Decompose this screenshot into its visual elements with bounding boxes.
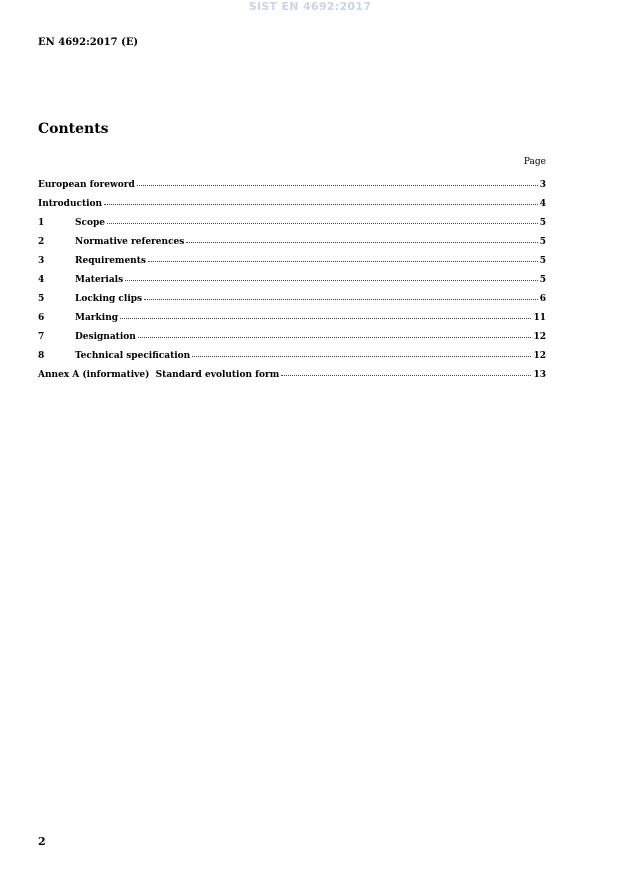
toc-leader-dots [186,241,537,243]
toc-page-number: 5 [539,218,546,228]
toc-title: Normative references [75,237,185,247]
toc-leader-dots [148,260,538,262]
toc-entry-locking-clips[interactable] [38,294,546,313]
toc-entry-introduction[interactable] [38,199,546,218]
document-id: EN 4692:2017 (E) [38,37,139,48]
toc-section-number: 7 [38,332,45,342]
toc-title: Marking [75,313,119,323]
watermark: SIST EN 4692:2017 [248,0,372,13]
toc-entry-marking[interactable] [38,313,546,332]
page-column-label: Page [523,157,546,167]
toc-entry-requirements[interactable] [38,256,546,275]
toc-leader-dots [120,317,531,319]
toc-title: Locking clips [75,294,143,304]
toc-page-number: 12 [533,351,546,361]
toc-leader-dots [125,279,538,281]
toc-leader-dots [137,184,538,186]
toc-title: Materials [75,275,124,285]
toc-section-number: 6 [38,313,45,323]
toc-leader-dots [144,298,538,300]
toc-page-number: 6 [539,294,546,304]
toc-entry-technical-specification[interactable] [38,351,546,370]
page-number: 2 [38,835,46,848]
toc-title: Designation [75,332,136,342]
toc-page-number: 13 [533,370,546,380]
toc-section-number: 2 [38,237,45,247]
toc-leader-dots [104,203,538,205]
toc-page-number: 4 [539,199,546,209]
toc-title: Annex A (informative) Standard evolution form [38,370,280,380]
toc-entry-european-foreword[interactable] [38,180,546,199]
toc-entry-scope[interactable] [38,218,546,237]
contents-heading: Contents [38,121,109,137]
toc-title: Technical specification [75,351,191,361]
toc-section-number: 5 [38,294,45,304]
toc-leader-dots [107,222,538,224]
table-of-contents [38,180,546,389]
toc-page-number: 3 [539,180,546,190]
toc-section-number: 8 [38,351,45,361]
toc-leader-dots [281,374,531,376]
toc-page-number: 5 [539,237,546,247]
toc-title: Scope [75,218,106,228]
toc-entry-annex-a[interactable] [38,370,546,389]
toc-page-number: 11 [533,313,546,323]
toc-title: European foreword [38,180,135,190]
toc-entry-normative-references[interactable] [38,237,546,256]
toc-leader-dots [138,336,532,338]
toc-page-number: 12 [533,332,546,342]
toc-section-number: 3 [38,256,45,266]
toc-section-number: 4 [38,275,45,285]
toc-leader-dots [192,355,531,357]
toc-title: Introduction [38,199,103,209]
toc-entry-materials[interactable] [38,275,546,294]
toc-entry-designation[interactable] [38,332,546,351]
toc-page-number: 5 [539,275,546,285]
toc-page-number: 5 [539,256,546,266]
toc-title: Requirements [75,256,146,266]
toc-section-number: 1 [38,218,45,228]
